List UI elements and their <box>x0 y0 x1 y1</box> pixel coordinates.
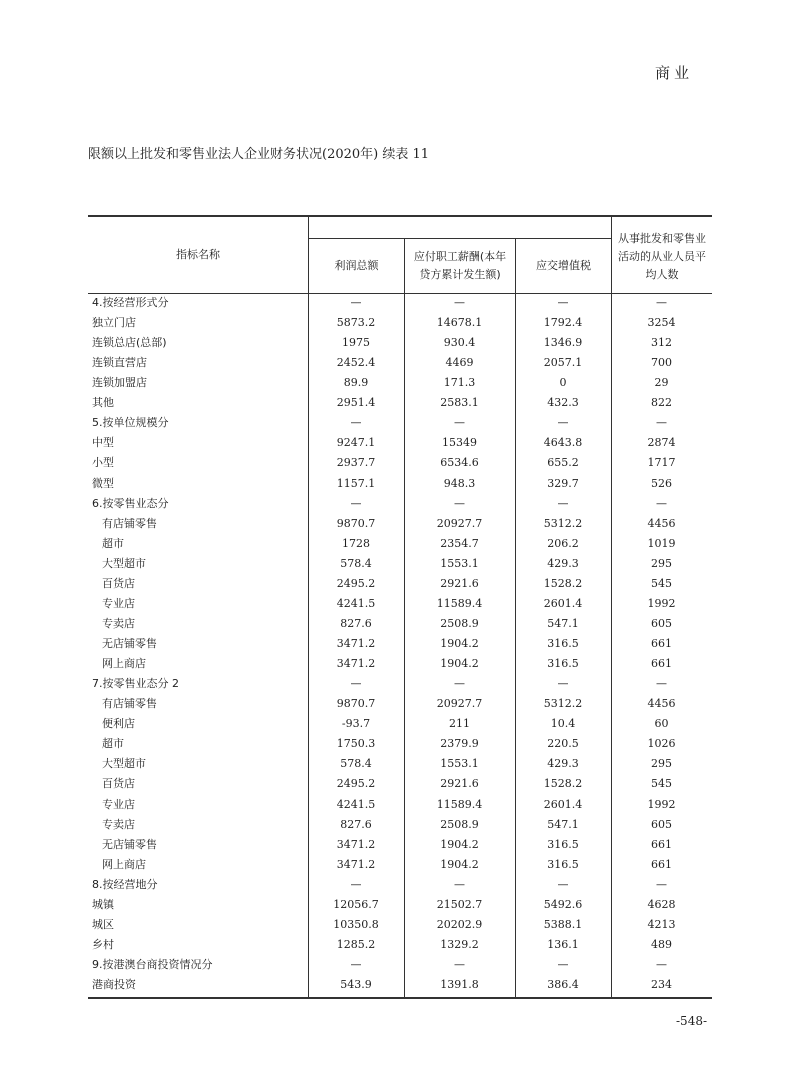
cell-value: 1346.9 <box>543 336 583 350</box>
cell-value: 5312.2 <box>543 516 583 530</box>
row-label: 有店铺零售 <box>102 697 157 711</box>
table-row <box>88 614 712 634</box>
table-row <box>88 734 712 754</box>
cell-value: 655.2 <box>547 456 579 470</box>
cell-value: — <box>350 496 362 510</box>
header-indicator-name: 指标名称 <box>176 248 220 261</box>
row-label: 网上商店 <box>102 857 146 871</box>
cell-value: 10.4 <box>550 717 576 731</box>
table-row <box>88 835 712 855</box>
table-row <box>88 353 712 373</box>
cell-value: 206.2 <box>547 536 579 550</box>
cell-value: — <box>454 877 465 891</box>
table-row <box>88 574 712 594</box>
header-payroll: 应付职工薪酬(本年贷方累计发生额) <box>413 250 507 281</box>
cell-value: 2354.7 <box>440 536 479 550</box>
cell-value: 312 <box>651 336 672 350</box>
table-row <box>88 875 712 895</box>
cell-value: 9870.7 <box>336 516 376 530</box>
cell-value: 429.3 <box>547 556 579 570</box>
row-label: 9.按港澳台商投资情况分 <box>92 957 213 971</box>
row-label: 百货店 <box>102 576 135 590</box>
cell-value: 14678.1 <box>436 316 483 330</box>
cell-value: — <box>557 877 569 891</box>
cell-value: 547.1 <box>547 616 579 630</box>
table-row <box>88 514 712 534</box>
row-label: 港商投资 <box>92 978 136 992</box>
cell-value: 4241.5 <box>336 596 376 610</box>
cell-value: 1904.2 <box>440 837 479 851</box>
cell-value: 827.6 <box>340 616 372 630</box>
cell-value: 3471.2 <box>336 637 376 651</box>
cell-value: 3471.2 <box>336 837 376 851</box>
table-row <box>88 554 712 574</box>
cell-value: 2951.4 <box>336 396 376 410</box>
table-row <box>88 453 712 473</box>
row-label: 5.按单位规模分 <box>92 416 169 430</box>
cell-value: 526 <box>651 476 672 490</box>
table-row <box>88 955 712 975</box>
table-row <box>88 654 712 674</box>
cell-value: 1391.8 <box>440 978 479 992</box>
row-label: 有店铺零售 <box>102 516 157 530</box>
table-row <box>88 494 712 514</box>
cell-value: 489 <box>651 937 672 951</box>
cell-value: 6534.6 <box>440 456 479 470</box>
cell-value: 386.4 <box>547 978 579 992</box>
table-row <box>88 373 712 393</box>
cell-value: — <box>454 496 465 510</box>
cell-value: 4456 <box>647 516 676 530</box>
cell-value: 578.4 <box>340 757 372 771</box>
cell-value: — <box>454 957 465 971</box>
cell-value: 545 <box>651 576 672 590</box>
cell-value: 661 <box>651 857 672 871</box>
table-row <box>88 594 712 614</box>
cell-value: 661 <box>651 657 672 671</box>
row-label: 其他 <box>92 396 114 410</box>
cell-value: 4213 <box>647 917 676 931</box>
cell-value: 827.6 <box>340 817 372 831</box>
cell-value: 543.9 <box>340 978 372 992</box>
cell-value: 1717 <box>647 456 676 470</box>
cell-value: 2452.4 <box>336 356 376 370</box>
cell-value: 2508.9 <box>440 817 479 831</box>
row-label: 专卖店 <box>102 616 135 630</box>
cell-value: 432.3 <box>547 396 579 410</box>
row-label: 独立门店 <box>92 316 136 330</box>
table-row <box>88 413 712 433</box>
cell-value: 21502.7 <box>436 897 483 911</box>
cell-value: 661 <box>651 837 672 851</box>
cell-value: — <box>350 957 362 971</box>
row-label: 无店铺零售 <box>102 637 157 651</box>
header-employees: 从事批发和零售业活动的从业人员平均人数 <box>618 232 706 281</box>
cell-value: 545 <box>651 777 672 791</box>
cell-value: 2495.2 <box>336 777 376 791</box>
table-row <box>88 634 712 654</box>
cell-value: 1904.2 <box>440 857 479 871</box>
row-label: 8.按经营地分 <box>92 877 158 891</box>
cell-value: 2874 <box>647 436 676 450</box>
table-row <box>88 433 712 453</box>
cell-value: 4469 <box>445 356 474 370</box>
cell-value: 89.9 <box>343 376 369 390</box>
table-row <box>88 534 712 554</box>
cell-value: 60 <box>654 717 669 731</box>
cell-value: 0 <box>559 376 567 390</box>
cell-value: 700 <box>651 356 672 370</box>
cell-value: 316.5 <box>547 857 579 871</box>
cell-value: 2495.2 <box>336 576 376 590</box>
row-label: 超市 <box>102 737 124 751</box>
cell-value: 2583.1 <box>440 396 479 410</box>
cell-value: 1728 <box>342 536 370 550</box>
cell-value: 220.5 <box>547 737 579 751</box>
row-label: 便利店 <box>102 717 135 731</box>
cell-value: 20202.9 <box>436 917 483 931</box>
row-label: 城区 <box>92 917 114 931</box>
cell-value: 5492.6 <box>543 897 583 911</box>
cell-value: 1019 <box>647 536 676 550</box>
table-title: 限额以上批发和零售业法人企业财务状况(2020年) 续表 11 <box>88 147 430 162</box>
cell-value: 234 <box>651 978 672 992</box>
cell-value: 316.5 <box>547 637 579 651</box>
row-label: 城镇 <box>92 897 114 911</box>
cell-value: 20927.7 <box>436 697 483 711</box>
header-total-profit: 利润总额 <box>334 259 379 272</box>
page-number: -548- <box>676 1014 708 1028</box>
table-row <box>88 815 712 835</box>
cell-value: — <box>350 677 362 691</box>
row-label: 超市 <box>102 536 124 550</box>
cell-value: — <box>557 296 569 309</box>
cell-value: 822 <box>651 396 672 410</box>
running-head: 商业 <box>655 64 694 82</box>
cell-value: 1026 <box>647 737 676 751</box>
cell-value: 4241.5 <box>336 797 376 811</box>
cell-value: — <box>454 677 465 691</box>
table-row <box>88 694 712 714</box>
cell-value: 1992 <box>647 797 676 811</box>
cell-value: 930.4 <box>443 336 476 350</box>
cell-value: 136.1 <box>547 937 579 951</box>
table-row <box>88 975 712 995</box>
cell-value: — <box>350 416 362 430</box>
cell-value: 1329.2 <box>440 937 479 951</box>
cell-value: 12056.7 <box>333 897 379 911</box>
table-row <box>88 855 712 875</box>
cell-value: — <box>350 296 362 309</box>
cell-value: 171.3 <box>443 376 476 390</box>
cell-value: 1285.2 <box>336 937 376 951</box>
row-label: 网上商店 <box>102 657 146 671</box>
cell-value: 211 <box>449 717 470 731</box>
cell-value: 1992 <box>647 596 676 610</box>
cell-value: 2601.4 <box>543 596 583 610</box>
row-label: 7.按零售业态分 2 <box>92 677 179 691</box>
table-row <box>88 333 712 353</box>
cell-value: 9870.7 <box>336 697 376 711</box>
table-row <box>88 795 712 815</box>
cell-value: 295 <box>651 556 672 570</box>
cell-value: 1553.1 <box>440 556 479 570</box>
cell-value: — <box>454 416 465 430</box>
table-row <box>88 293 712 313</box>
cell-value: 4628 <box>647 897 676 911</box>
table-row <box>88 915 712 935</box>
cell-value: 605 <box>651 817 672 831</box>
cell-value: 547.1 <box>547 817 579 831</box>
table-row <box>88 895 712 915</box>
row-label: 连锁总店(总部) <box>92 336 167 350</box>
cell-value: 3254 <box>647 316 676 330</box>
row-label: 专业店 <box>102 797 135 811</box>
cell-value: 5312.2 <box>543 697 583 711</box>
cell-value: 1528.2 <box>543 576 583 590</box>
cell-value: 2921.6 <box>440 777 479 791</box>
cell-value: 5873.2 <box>336 316 376 330</box>
cell-value: 1553.1 <box>440 757 479 771</box>
cell-value: 3471.2 <box>336 657 376 671</box>
row-label: 大型超市 <box>102 556 146 570</box>
cell-value: 429.3 <box>547 757 579 771</box>
cell-value: 2921.6 <box>440 576 479 590</box>
cell-value: 1157.1 <box>336 476 376 490</box>
cell-value: 11589.4 <box>436 596 483 610</box>
row-label: 微型 <box>92 476 114 490</box>
cell-value: 1792.4 <box>543 316 583 330</box>
cell-value: 661 <box>651 637 672 651</box>
cell-value: 316.5 <box>547 657 579 671</box>
cell-value: 1904.2 <box>440 637 479 651</box>
row-label: 大型超市 <box>102 757 146 771</box>
cell-value: — <box>656 296 667 309</box>
table-row <box>88 474 712 494</box>
row-label: 专卖店 <box>102 817 135 831</box>
cell-value: 329.7 <box>547 476 579 490</box>
cell-value: — <box>656 957 667 971</box>
cell-value: — <box>557 416 569 430</box>
row-label: 小型 <box>92 456 114 470</box>
cell-value: 5388.1 <box>543 917 583 931</box>
cell-value: 4456 <box>647 697 676 711</box>
cell-value: 11589.4 <box>436 797 483 811</box>
cell-value: 1904.2 <box>440 657 479 671</box>
row-label: 专业店 <box>102 596 135 610</box>
row-label: 6.按零售业态分 <box>92 496 169 510</box>
cell-value: — <box>557 957 569 971</box>
table-row <box>88 313 712 333</box>
cell-value: — <box>557 677 569 691</box>
cell-value: 1975 <box>342 336 370 350</box>
cell-value: 1528.2 <box>543 777 583 791</box>
cell-value: 605 <box>651 616 672 630</box>
row-label: 4.按经营形式分 <box>92 296 169 309</box>
table-row <box>88 393 712 413</box>
cell-value: 2601.4 <box>543 797 583 811</box>
table-row <box>88 674 712 694</box>
row-label: 中型 <box>92 436 114 450</box>
cell-value: 2379.9 <box>440 737 479 751</box>
cell-value: 578.4 <box>340 556 372 570</box>
cell-value: — <box>557 496 569 510</box>
header-vat: 应交增值税 <box>536 259 591 272</box>
row-label: 连锁加盟店 <box>92 376 147 390</box>
cell-value: — <box>656 416 667 430</box>
cell-value: 2508.9 <box>440 616 479 630</box>
cell-value: — <box>656 496 667 510</box>
cell-value: 3471.2 <box>336 857 376 871</box>
row-label: 无店铺零售 <box>102 837 157 851</box>
cell-value: 4643.8 <box>543 436 583 450</box>
cell-value: -93.7 <box>341 717 371 731</box>
cell-value: — <box>656 877 667 891</box>
cell-value: 9247.1 <box>336 436 376 450</box>
table-row <box>88 714 712 734</box>
cell-value: 29 <box>654 376 669 390</box>
cell-value: 1750.3 <box>336 737 376 751</box>
row-label: 连锁直营店 <box>92 356 147 370</box>
row-label: 百货店 <box>102 777 135 791</box>
table-row <box>88 774 712 794</box>
cell-value: 948.3 <box>443 476 476 490</box>
cell-value: 295 <box>651 757 672 771</box>
cell-value: 316.5 <box>547 837 579 851</box>
row-label: 乡村 <box>92 937 114 951</box>
cell-value: 2937.7 <box>336 456 376 470</box>
cell-value: — <box>350 877 362 891</box>
table-bottom-rule <box>88 997 712 999</box>
cell-value: — <box>454 296 465 309</box>
cell-value: 10350.8 <box>333 917 379 931</box>
table-row <box>88 935 712 955</box>
table-row <box>88 754 712 774</box>
cell-value: 2057.1 <box>543 356 583 370</box>
cell-value: 15349 <box>442 436 477 450</box>
cell-value: 20927.7 <box>436 516 483 530</box>
cell-value: — <box>656 677 667 691</box>
